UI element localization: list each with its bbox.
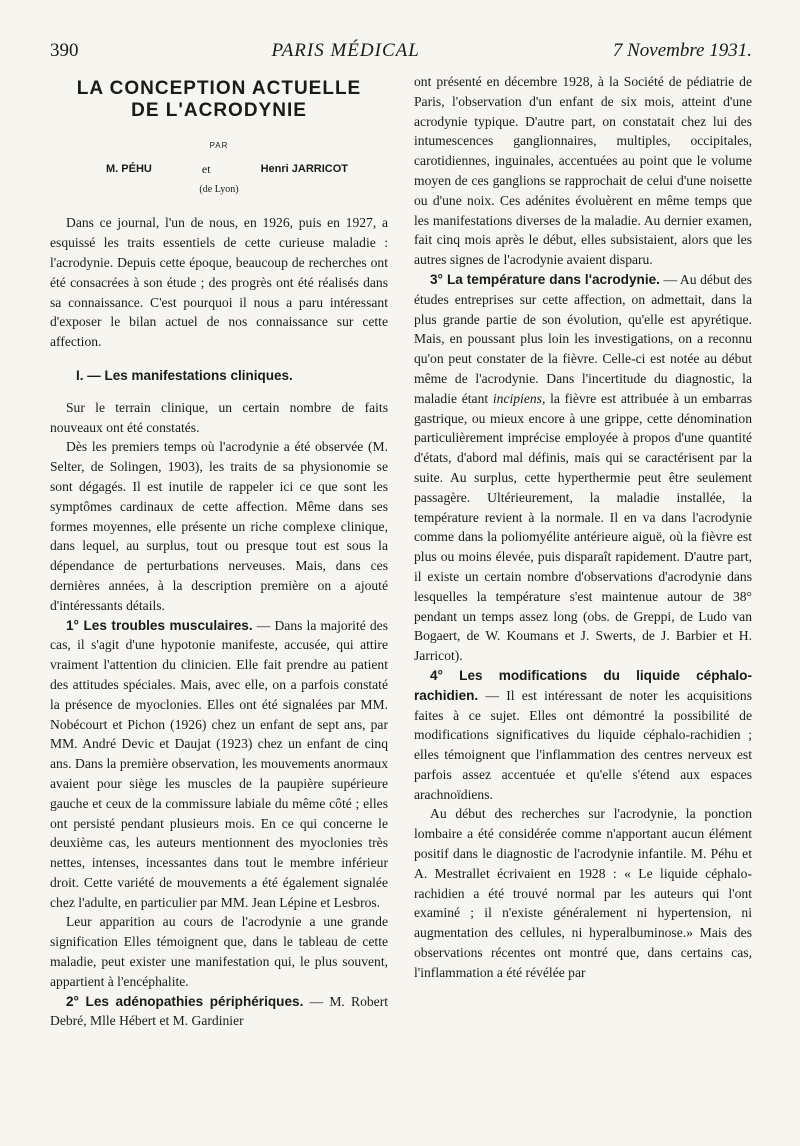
section-heading: I. — Les manifestations cliniques. <box>76 367 293 383</box>
article-title <box>50 78 388 122</box>
intro-paragraph: Dans ce journal, l'un de nous, en 1926, puis en 1927, a esquissé les traits essentiels de cette curieuse maladie : l'acrodynie. Depuis cette époque, beaucoup de recherches ont été consacrées à son étude ; des progrès ont été réalisés dans sa connaissance. C'est pourquoi il nous a paru intéressant d'exposer le bilan actuel de nos connaissance sur cette affection. <box>50 215 388 350</box>
authors <box>50 160 388 180</box>
subsection-text: — M. Robert Debré, Mlle Hébert et M. Gardinier <box>50 993 388 1029</box>
running-head <box>50 40 752 62</box>
journal-title: PARIS MÉDICAL <box>271 40 420 61</box>
page-number: 390 <box>50 40 79 61</box>
subsection-text: — Au début des études entreprises sur cette affection, on admettait, dans la plus grande partie de son évolution, qu'elle est apyrétique. Mais, en poussant plus loin les investigations, on a reconnu qu'on peut constater de la fièvre. Celle-ci est notée au début même de l'acrodynie. Dans l'incertitude du diagnostic, la maladie étant <box>414 271 752 406</box>
subsection-title: 3° La température dans l'acrodynie. <box>430 271 660 287</box>
subsection-text: — Dans la majorité des cas, il s'agit d'une hypotonie manifeste, accusée, qui attire vraiment l'attention du clinicien. Elle fait prendre au patient des attitudes spéciales. Mais, avec elle, on a parfois constaté la présence de myoclonies. Elles ont été signalées par MM. Nobécourt et Pichon (1926) chez un enfant de sept ans, par MM. André Devic et Daujat (1923) chez un enfant de cinq ans. Dans la première observation, les mouvements anormaux avaient pour siège les muscles de la paupière supérieure gauche et ceux de la commissure labiale du même côté ; elles ont persisté pendant plusieurs mois. En ce qui concerne le deuxième cas, les auteurs mentionnent des myoclonies très nettes, intenses, incessantes dans tout le membre inférieur droit. Cette variété de mouvements a été également signalée chez l'adulte, en particulier par MM. Jean Lépine et Lesbros. <box>50 617 388 910</box>
left-column <box>50 72 388 1031</box>
paragraph: Dès les premiers temps où l'acrodynie a été observée (M. Selter, de Solingen, 1903), les traits de sa physionomie se sont dégagés. Il est inutile de rappeler ici ce que sont les symptômes cardinaux de cette affection. Même dans ses formes moyennes, elle présente un riche complexe clinique, dans lequel, au surplus, tout ou presque tout est sous la dépendance de perturbations nerveuses. Mais, dans ces dernières années, à la description première on a ajouté d'intéressants détails. <box>50 439 388 613</box>
paragraph: ont présenté en décembre 1928, à la Société de pédiatrie de Paris, l'observation d'un enfant de six mois, atteint d'une acrodynie typique. D'autre part, on constatait chez lui des intumescences ganglionnaires, multiples, occipitales, carotidiennes, inguinales, accentuées au point que le volume moyen de ces ganglions se rapprochait de celui d'une noisette ou d'une noix. Ces adénites évoluèrent en même temps que les manifestations diverses de la maladie. Au dernier examen, fait cinq mois après le début, elles subsistaient, alors que les autres signes de l'acrodynie avaient disparu. <box>414 74 752 268</box>
subsection-title: 2° Les adénopathies périphériques. <box>66 993 304 1009</box>
columns <box>50 72 752 1031</box>
title-line-2: DE L'ACRODYNIE <box>131 100 307 121</box>
subsection-paragraph <box>50 992 388 1032</box>
right-column <box>414 72 752 1031</box>
issue-date: 7 Novembre 1931. <box>612 40 752 61</box>
subsection-paragraph <box>50 616 388 913</box>
author-conjunction: et <box>201 161 211 176</box>
par-label: PAR <box>209 141 229 150</box>
subsection-text: — Il est intéressant de noter les acquisitions faites à ce sujet. Elles ont démontré la possibilité de modifications significatives du liquide céphalo-rachidien ; elles témoignent que l'inflammation des centres nerveux est parfois assez accentuée et qu'elle s'étend aux espaces arachnoïdiens. <box>414 687 752 802</box>
affiliation: (de Lyon) <box>199 183 239 195</box>
paragraph: Leur apparition au cours de l'acrodynie a une grande signification Elles témoignent que, dans le tableau de cette maladie, peut exister une manifestation qui, le plus souvent, appartient à l'encéphalite. <box>50 914 388 989</box>
subsection-title: 1° Les troubles musculaires. <box>66 617 253 633</box>
subsection-paragraph <box>414 666 752 805</box>
subsection-text: , la fièvre est attribuée à un embarras gastrique, ou mieux encore à une grippe, cette dénomination particulièrement imprécise employée à propos d'une quantité d'états, d'abord mal définis, mais qui se caractérisent par la suite. Au surplus, cette hyperthermie peut être seulement passagère. Ultérieurement, la maladie installée, la température revient à la normale. Il en va dans l'acrodynie comme dans la poliomyélite antérieure aiguë, où la fièvre est plus ou moins élevée, puis disparaît rapidement. D'autre part, il existe un certain nombre d'observations d'acrodynie dans lesquelles la température s'est maintenue autour de 38° pendant un temps assez long (obs. de Greppi, de Ludo van Bogaert, de W. Koumans et J. Swerts, de J. Barbier et H. Jarricot). <box>414 390 752 664</box>
title-line-1: LA CONCEPTION ACTUELLE <box>76 78 362 99</box>
author-1: M. PÉHU <box>106 162 152 175</box>
italic-term: incipiens <box>492 390 542 406</box>
subsection-title: 4° Les modifications du liquide céphalo-rachidien. <box>414 667 752 703</box>
paragraph: Sur le terrain clinique, un certain nombre de faits nouveaux ont été constatés. <box>50 399 388 435</box>
subsection-paragraph <box>414 270 752 666</box>
paragraph: Au début des recherches sur l'acrodynie, la ponction lombaire a été considérée comme n'apportant aucun élément positif dans le diagnostic de l'acrodynie infantile. M. Péhu et A. Mestrallet écrivaient en 1928 : « Le liquide céphalo-rachidien a été trouvé normal par les auteurs qui l'ont examiné ; il n'existe généralement ni hypertension, ni augmentation des cellules, ni hyperalbuminose.» Mais des observations récentes ont montré que, dans certains cas, l'inflammation a été révélée par <box>414 806 752 980</box>
author-2: Henri JARRICOT <box>260 162 348 175</box>
